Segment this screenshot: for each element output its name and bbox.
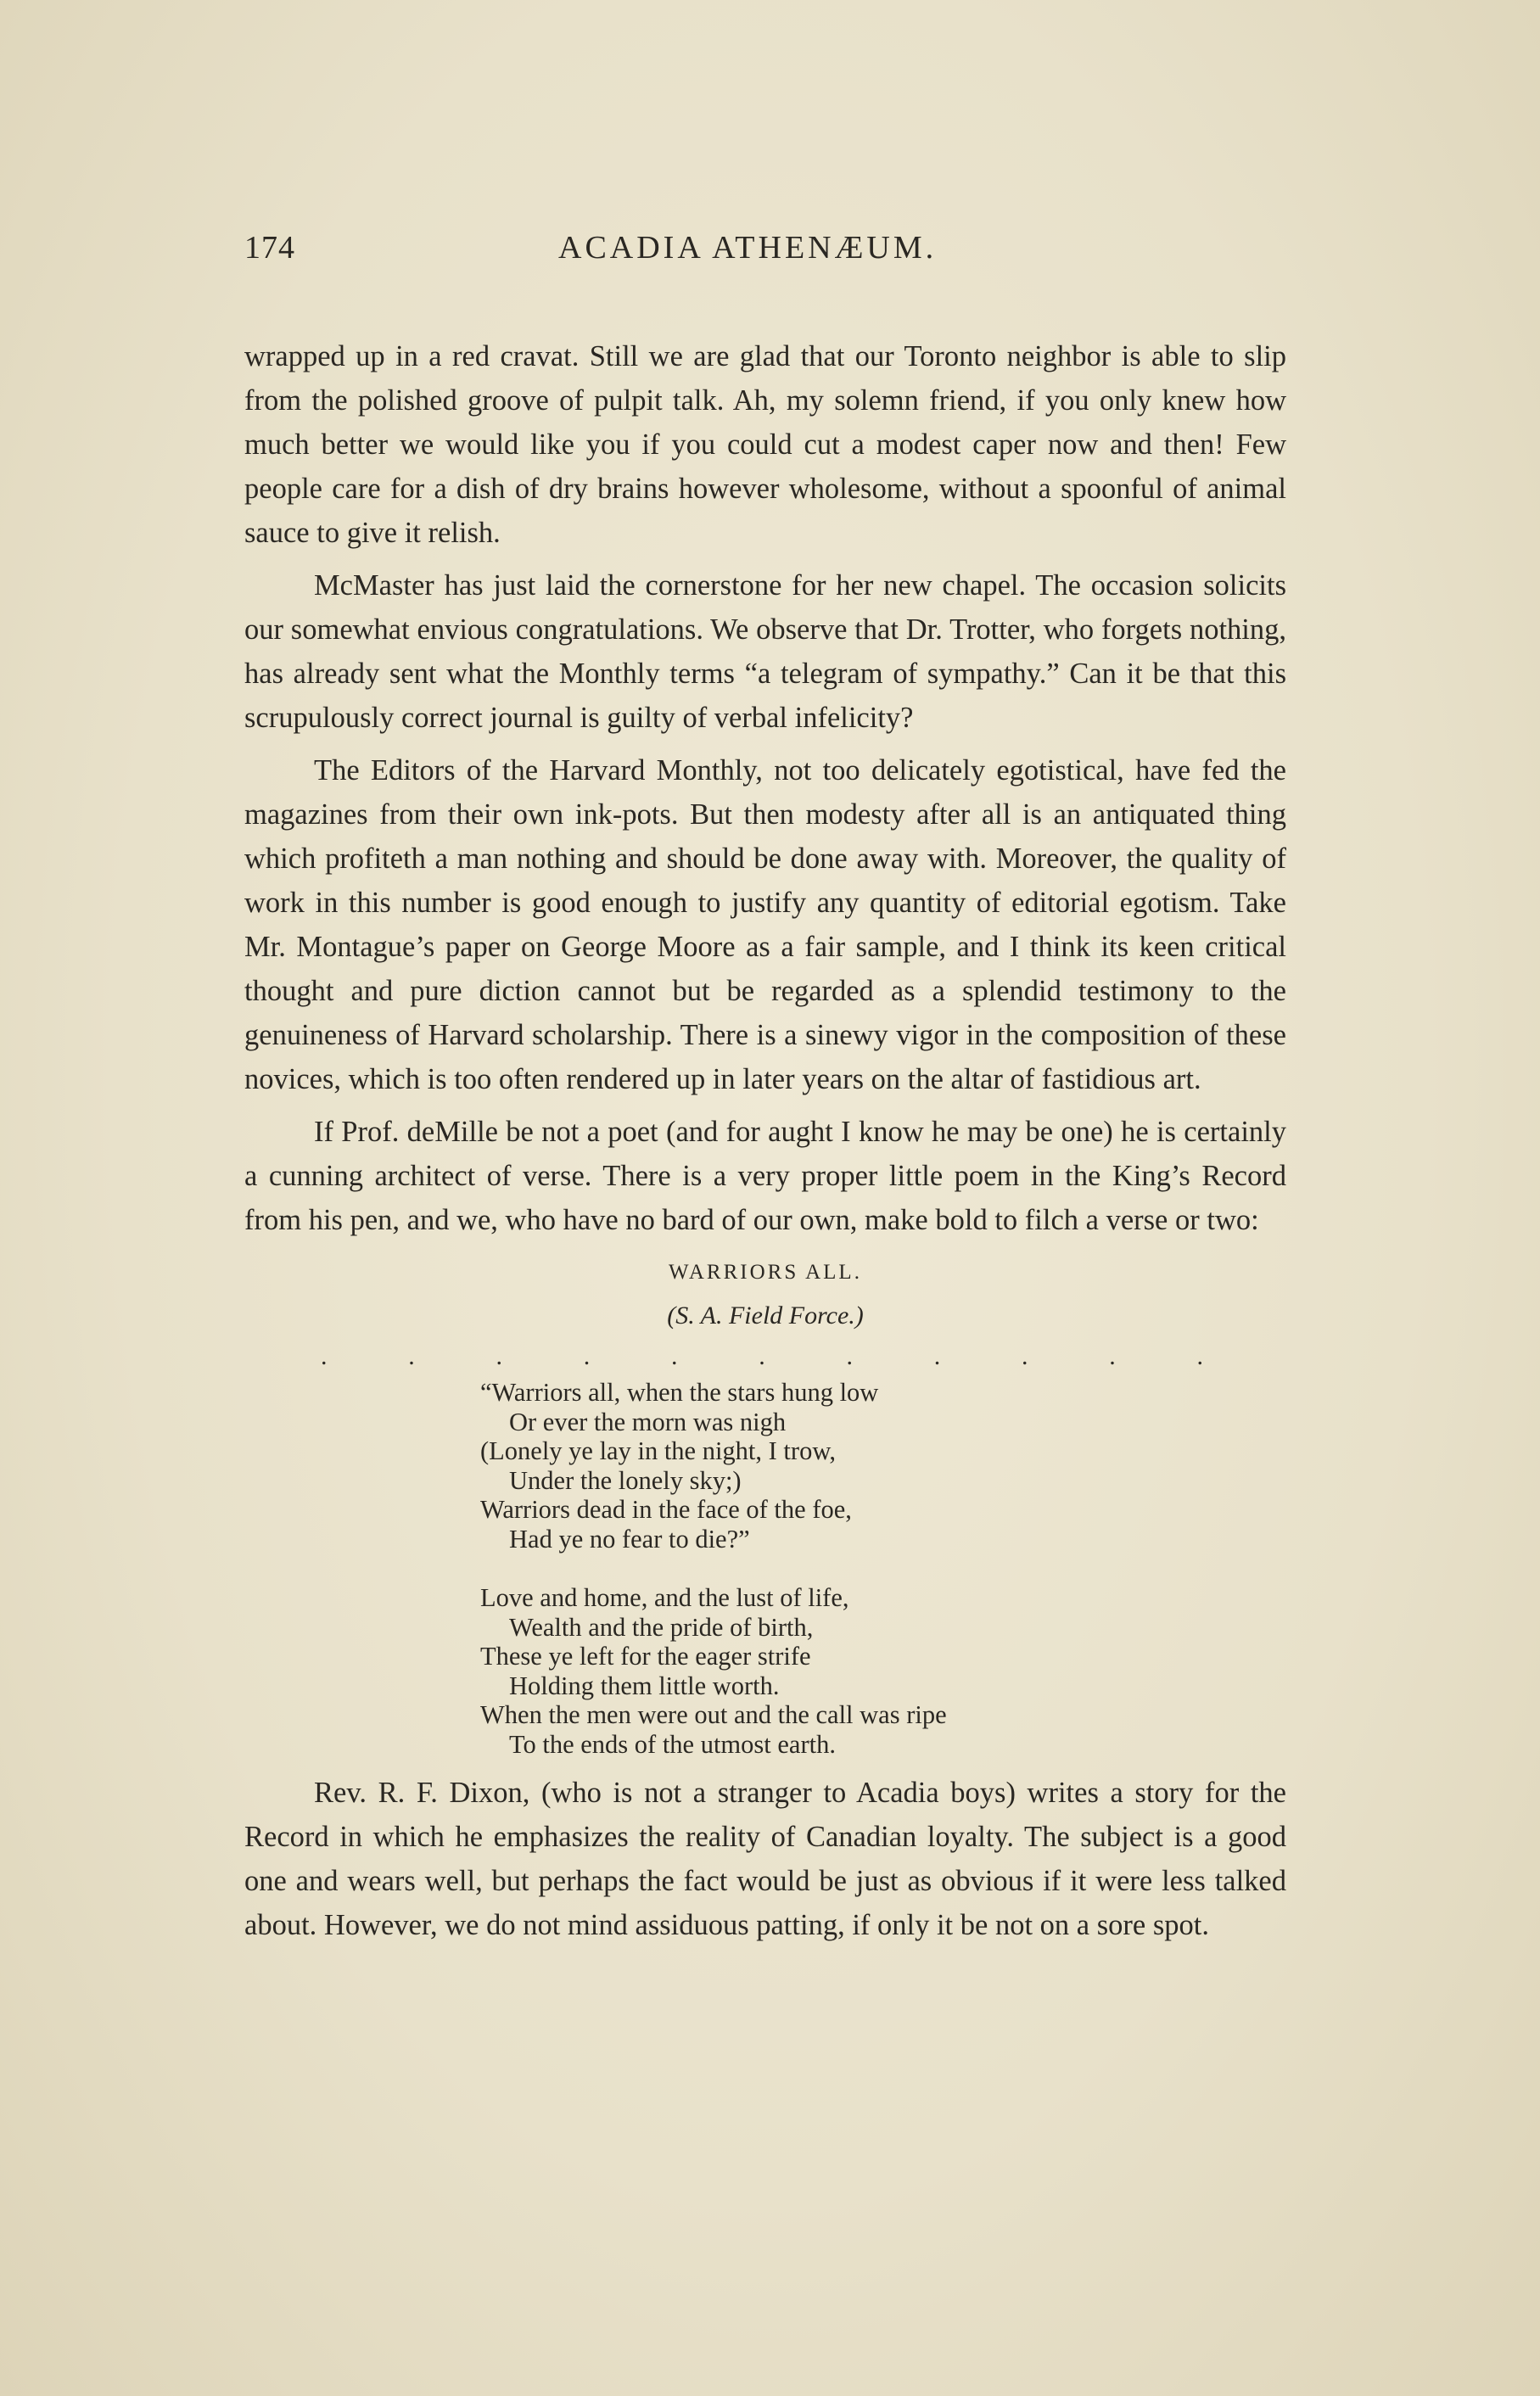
- poem-line: Under the lonely sky;): [509, 1465, 742, 1495]
- ellipsis-dot: .: [846, 1342, 853, 1370]
- paragraph-continued: wrapped up in a red cravat. Still we are glad that our Toronto neighbor is able to slip from the polished groove of pulpit talk. Ah, my solemn friend, if you only knew how much better we would like you if you could cut a modest caper now and then! Few people care for a dish of dry brains however wholesome, without a spoonful of animal sauce to give it relish.: [244, 340, 1286, 549]
- poem-line: These ye left for the eager strife: [480, 1642, 811, 1671]
- ellipsis-dot: .: [933, 1342, 941, 1370]
- ellipsis-dot: .: [583, 1342, 591, 1370]
- ellipsis-row: [244, 1344, 1203, 1369]
- ellipsis-dot: .: [321, 1342, 328, 1370]
- poem-line: Warriors dead in the face of the foe,: [480, 1495, 852, 1524]
- journal-title: ACADIA ATHENÆUM.: [558, 230, 938, 266]
- poem-subtitle: (S. A. Field Force.): [667, 1302, 864, 1330]
- article-body: [244, 334, 1286, 1947]
- ellipsis-dot: .: [1022, 1342, 1028, 1370]
- paragraph-harvard-monthly: The Editors of the Harvard Monthly, not too delicately egotistical, have fed the magazines from their own ink-pots. But then modesty after all is an antiquated thing which profiteth a man nothing and should be done away with. Moreover, the quality of work in this number is good enough to justify any quantity of editorial egotism. Take Mr. Montague’s paper on George Moore as a fair sample, and I think its keen critical thought and pure diction cannot but be regarded as a splendid testimony to the genuineness of Harvard scholarship. There is a sinewy vigor in the composition of these novices, which is too often rendered up in later years on the altar of fastidious art.: [244, 754, 1286, 1095]
- ellipsis-dot: .: [1109, 1342, 1116, 1370]
- poem-line: When the men were out and the call was ripe: [480, 1700, 947, 1729]
- poem-stanza-2: [480, 1583, 1286, 1759]
- poem-line: Holding them little worth.: [509, 1671, 780, 1700]
- running-head: [244, 229, 1286, 277]
- poem-stanza-1: [480, 1378, 1286, 1553]
- ellipsis-dot: .: [1196, 1342, 1203, 1370]
- poem-title: WARRIORS ALL.: [669, 1261, 862, 1284]
- document-page: [244, 229, 1286, 1956]
- paragraph-demille: If Prof. deMille be not a poet (and for aught I know he may be one) he is certainly a cunning architect of verse. There is a very proper little poem in the King’s Record from his pen, and we, who have no bard of our own, make bold to filch a verse or two:: [244, 1116, 1286, 1236]
- ellipsis-dot: .: [759, 1342, 765, 1370]
- poem-line: Love and home, and the lust of life,: [480, 1583, 849, 1612]
- page-number: 174: [244, 230, 295, 266]
- quoted-poem: [244, 1256, 1286, 1759]
- poem-line: Had ye no fear to die?”: [509, 1524, 750, 1553]
- poem-body: [480, 1378, 1286, 1759]
- ellipsis-dot: .: [496, 1342, 502, 1370]
- ellipsis-dot: .: [671, 1342, 678, 1370]
- ellipsis-dot: .: [408, 1342, 415, 1370]
- paragraph-dixon: Rev. R. F. Dixon, (who is not a stranger to Acadia boys) writes a story for the Record in which he emphasizes the reality of Canadian loyalty. The subject is a good one and wears well, but perhaps the fact would be just as obvious if it were less talked about. However, we do not mind assiduous patting, if only it be not on a sore spot.: [244, 1777, 1286, 1941]
- poem-line: Wealth and the pride of birth,: [509, 1612, 814, 1642]
- poem-line: “Warriors all, when the stars hung low: [480, 1378, 879, 1407]
- poem-line: Or ever the morn was nigh: [509, 1407, 787, 1436]
- poem-line: (Lonely ye lay in the night, I trow,: [480, 1436, 836, 1465]
- paragraph-mcmaster: McMaster has just laid the cornerstone for her new chapel. The occasion solicits our somewhat envious congratulations. We observe that Dr. Trotter, who forgets nothing, has already sent what the Monthly terms “a telegram of sympathy.” Can it be that this scrupulously correct journal is guilty of verbal infelicity?: [244, 569, 1286, 734]
- poem-line: To the ends of the utmost earth.: [509, 1729, 836, 1759]
